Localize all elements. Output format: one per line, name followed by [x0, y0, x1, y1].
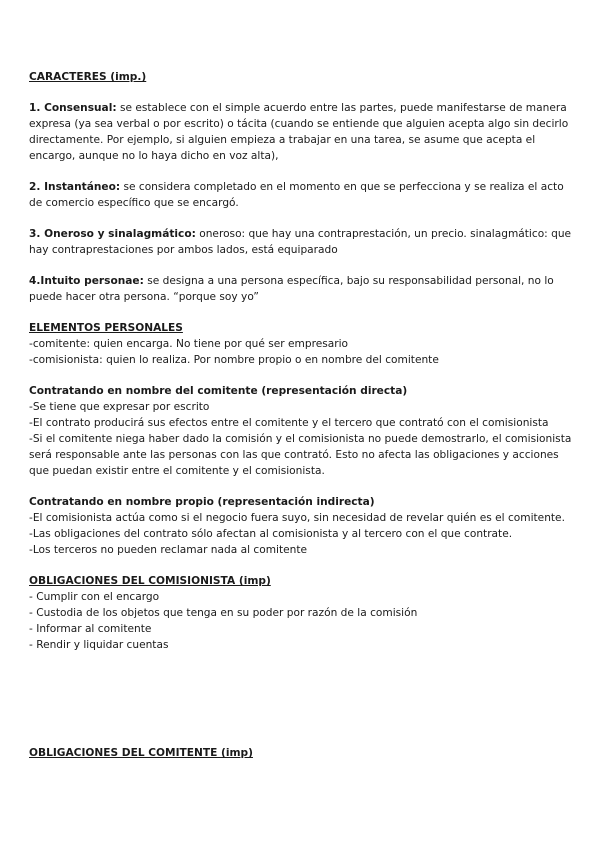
caracter-instantaneo: [29, 179, 574, 211]
list-item: - Rendir y liquidar cuentas: [29, 639, 169, 651]
caracteres-heading: CARACTERES (imp.): [29, 71, 147, 83]
caracter-consensual: [29, 100, 574, 164]
list-item: -El comisionista actúa como si el negocio fuera suyo, sin necesidad de revelar quién es el comitente.: [29, 512, 565, 524]
caracter-oneroso: [29, 226, 574, 258]
elementos-heading: ELEMENTOS PERSONALES: [29, 322, 183, 334]
list-item: -comitente: quien encarga. No tiene por qué ser empresario: [29, 338, 349, 350]
caracter-text: se establece con el simple acuerdo entre las partes, puede manifestarse de manera expresa (ya sea verbal o por escrito) o tácita (cuando se entiende que alguien acepta algo sin decirlo directamente. Por ejemplo, si alguien empieza a trabajar en una tarea, se asume que acepta el encargo, aunque no lo haya dicho en voz alta),: [29, 102, 569, 162]
list-item: -comisionista: quien lo realiza. Por nombre propio o en nombre del comitente: [29, 354, 439, 366]
caracter-label: 3. Oneroso y sinalagmático:: [29, 228, 196, 240]
caracter-text: oneroso: que hay una contraprestación, un precio. sinalagmático: que hay contraprestaciones por ambos lados, está equiparado: [29, 228, 572, 256]
caracter-label: 1. Consensual:: [29, 102, 117, 114]
obligaciones-comitente-heading: OBLIGACIONES DEL COMITENTE (imp): [29, 747, 253, 759]
obligaciones-comisionista-heading: OBLIGACIONES DEL COMISIONISTA (imp): [29, 575, 271, 587]
caracter-intuito: [29, 273, 574, 305]
indirecta-heading: Contratando en nombre propio (representación indirecta): [29, 496, 375, 508]
document-body: [29, 69, 574, 653]
directa-heading: Contratando en nombre del comitente (representación directa): [29, 385, 408, 397]
list-item: -Los terceros no pueden reclamar nada al comitente: [29, 544, 308, 556]
caracter-text: se considera completado en el momento en que se perfecciona y se realiza el acto de comercio específico que se encargó.: [29, 181, 564, 209]
caracter-text: se designa a una persona específica, bajo su responsabilidad personal, no lo puede hacer otra persona. “porque soy yo”: [29, 275, 554, 303]
list-item: - Informar al comitente: [29, 623, 152, 635]
caracter-label: 2. Instantáneo:: [29, 181, 121, 193]
caracter-label: 4.Intuito personae:: [29, 275, 144, 287]
list-item: - Custodia de los objetos que tenga en su poder por razón de la comisión: [29, 607, 418, 619]
list-item: -El contrato producirá sus efectos entre el comitente y el tercero que contrató con el comisionista: [29, 417, 549, 429]
list-item: -Si el comitente niega haber dado la comisión y el comisionista no puede demostrarlo, el comisionista será responsable ante las personas con las que contrató. Esto no afecta las obligaciones y acciones que puedan existir entre el comitente y el comisionista.: [29, 433, 572, 477]
list-item: -Se tiene que expresar por escrito: [29, 401, 210, 413]
list-item: - Cumplir con el encargo: [29, 591, 160, 603]
list-item: -Las obligaciones del contrato sólo afectan al comisionista y al tercero con el que contrate.: [29, 528, 513, 540]
